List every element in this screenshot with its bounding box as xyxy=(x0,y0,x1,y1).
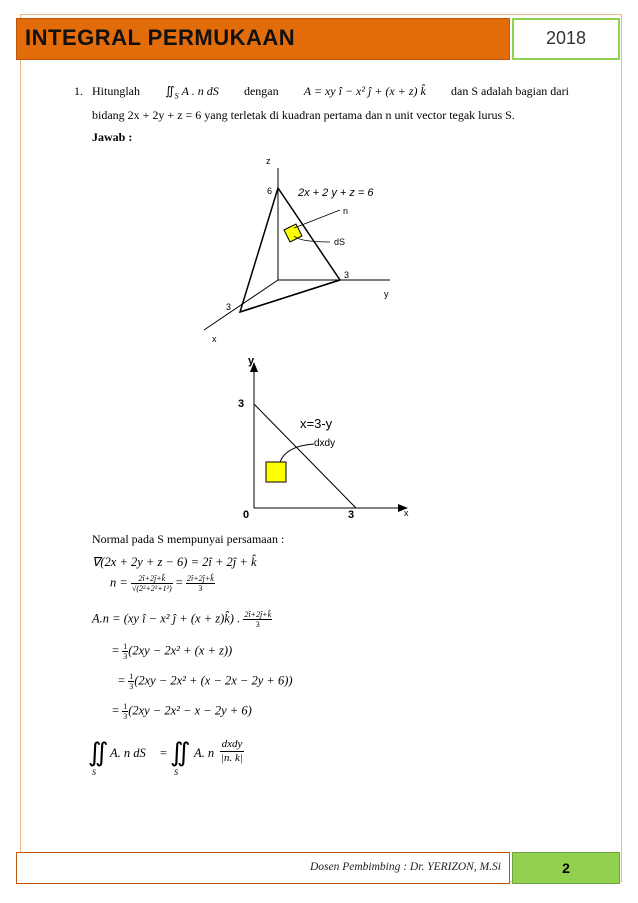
header-year: 2018 xyxy=(545,28,587,48)
a-dot-n-equation: A.n = (xy î − x² ĵ + (x + z)k̂) . $\frac{2î+2ĵ+k̂}{3}$ xyxy=(92,610,272,629)
y-tick-label: 3 xyxy=(344,270,350,280)
footer-lecturer: Dosen Pembimbing : Dr. YERIZON, M.Si xyxy=(309,861,501,873)
z-axis-label: z xyxy=(266,156,271,166)
normal-statement: Normal pada S mempunyai persamaan : xyxy=(92,532,285,546)
y-axis-label: y xyxy=(384,289,389,299)
unit-normal-equation: n = $\frac{2î+2ĵ+k̂}{\text{√(2²+2²+1²)}}$ = $\frac{2î+2ĵ+k̂}{3}$ xyxy=(110,574,214,593)
origin-label: 0 xyxy=(243,509,250,521)
surface-integral: $∬_S$ A . n dS xyxy=(165,84,219,101)
page-number: 2 xyxy=(562,860,570,876)
header-bar xyxy=(16,18,510,60)
problem-word-dan: dan S adalah bagian dari xyxy=(451,84,569,98)
step-1: = $\frac{1}{3}$ (2xy − 2x² + (x + z)) xyxy=(112,642,233,661)
z-tick-label: 6 xyxy=(267,186,273,196)
plane-triangle xyxy=(240,188,340,312)
x-axis-label: x xyxy=(212,334,217,344)
figure-3d-plane xyxy=(190,150,430,350)
x-axis-label: x xyxy=(404,508,409,518)
y-axis-label: y xyxy=(248,355,255,367)
problem-word-hitunglah: Hitunglah xyxy=(92,84,140,98)
normal-vector-line xyxy=(294,210,340,228)
normal-label: n xyxy=(343,206,349,216)
plane-equation-label: 2x + 2 y + z = 6 xyxy=(298,187,374,199)
x-axis xyxy=(204,280,278,330)
step-3: = $\frac{1}{3}$ (2xy − 2x² − x − 2y + 6) xyxy=(112,702,252,721)
ds-label: dS xyxy=(334,237,346,247)
line-equation-label: x=3-y xyxy=(300,416,333,431)
final-integral: ∬ S A. n dS = ∬ S A. n dxdy |n. k| xyxy=(88,738,243,777)
vector-field: A = xy î − x² ĵ + (x + z) k̂ xyxy=(303,84,426,98)
page-number-box xyxy=(512,852,620,884)
answer-label: Jawab : xyxy=(92,130,133,144)
document-title: INTEGRAL PERMUKAAN xyxy=(25,25,296,50)
y-tick-label: 3 xyxy=(238,398,245,410)
footer-bar xyxy=(16,852,510,884)
dxdy-label: dxdy xyxy=(314,438,336,449)
x-tick-label: 3 xyxy=(348,509,355,521)
problem-word-dengan: dengan xyxy=(243,84,279,98)
header-year-box xyxy=(512,18,620,60)
gradient-equation: ∇(2x + 2y + z − 6) = 2î + 2ĵ + k̂ xyxy=(92,555,257,569)
problem-line-2: bidang 2x + 2y + z = 6 yang terletak di kuadran pertama dan n unit vector tegak lurus S. xyxy=(92,108,515,122)
problem-line-1 xyxy=(92,82,569,105)
figure-2d-region xyxy=(228,352,428,524)
dxdy-element xyxy=(266,462,286,482)
x-tick-label: 3 xyxy=(226,302,232,312)
problem-number: 1. xyxy=(74,84,83,98)
step-2: = $\frac{1}{3}$ (2xy − 2x² + (x − 2x − 2y + 6)) xyxy=(118,672,293,691)
